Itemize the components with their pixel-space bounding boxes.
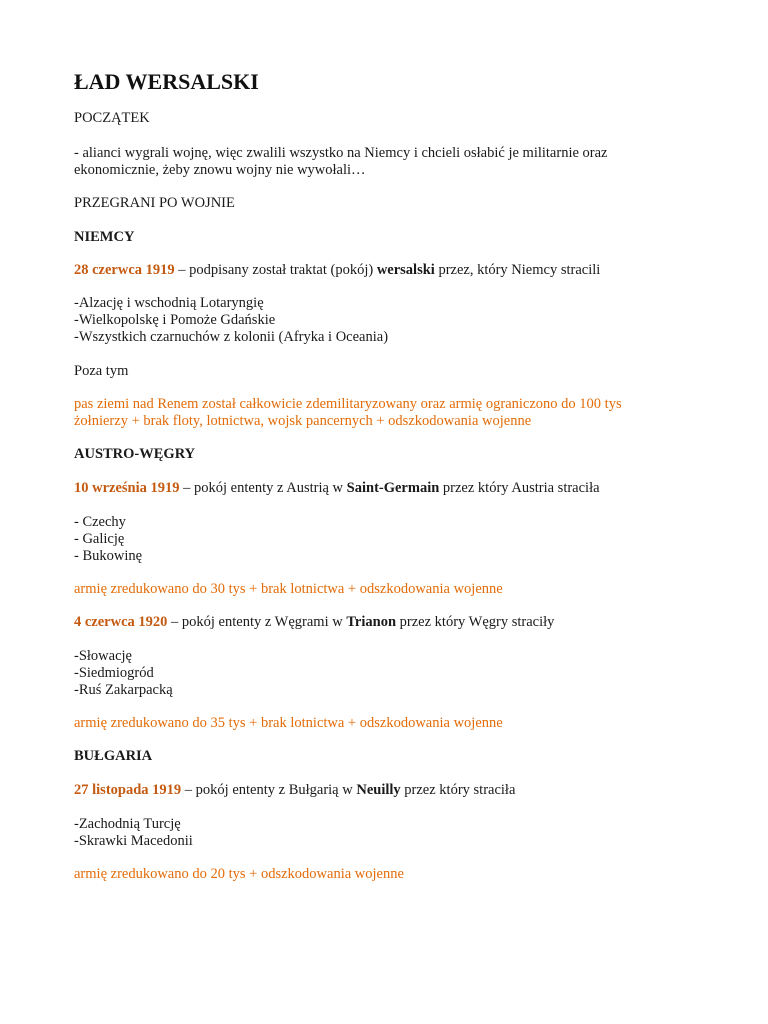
treaty-line-bulgaria: [74, 782, 515, 799]
list-item: -Wszystkich czarnuchów z kolonii (Afryka i Oceania): [74, 329, 389, 345]
treaty-line-niemcy: [74, 262, 600, 279]
losers-heading: PRZEGRANI PO WOJNIE: [74, 195, 235, 211]
treaty-text: – pokój ententy z Austrią w: [179, 480, 347, 496]
list-item: - Bukowinę: [74, 548, 143, 564]
treaty-date: 10 września 1919: [74, 480, 180, 496]
list-item: -Siedmiogród: [74, 665, 154, 681]
list-item: -Ruś Zakarpacką: [74, 682, 173, 698]
section-heading-bulgaria: BUŁGARIA: [74, 748, 153, 764]
intro-text-line-2: ekonomicznie, żeby znowu wojny nie wywołali…: [74, 162, 366, 178]
treaty-line-austria: [74, 480, 600, 497]
treaty-name: wersalski: [376, 262, 435, 278]
treaty-text: przez który Austria straciła: [439, 480, 600, 496]
treaty-text: przez który Węgry straciły: [396, 614, 555, 630]
intro-heading: POCZĄTEK: [74, 110, 150, 126]
list-item: -Alzację i wschodnią Lotaryngię: [74, 295, 264, 311]
treaty-text: przez który straciła: [400, 782, 516, 798]
list-item: - Galicję: [74, 531, 125, 547]
treaty-date: 28 czerwca 1919: [74, 262, 175, 278]
treaty-text: – pokój ententy z Węgrami w: [167, 614, 347, 630]
document-title: ŁAD WERSALSKI: [74, 69, 259, 94]
list-item: -Skrawki Macedonii: [74, 833, 193, 849]
list-item: -Wielkopolskę i Pomoże Gdańskie: [74, 312, 276, 328]
list-item: -Słowację: [74, 648, 132, 664]
consequences-niemcy-line-2: żołnierzy + brak floty, lotnictwa, wojsk pancernych + odszkodowania wojenne: [74, 413, 532, 429]
intro-text-line-1: - alianci wygrali wojnę, więc zwalili wszystko na Niemcy i chcieli osłabić je militarnie oraz: [74, 145, 608, 161]
consequences-wegry: armię zredukowano do 35 tys + brak lotnictwa + odszkodowania wojenne: [74, 715, 503, 731]
list-item: - Czechy: [74, 514, 126, 530]
treaty-text: – podpisany został traktat (pokój): [174, 262, 377, 278]
treaty-name: Trianon: [346, 614, 397, 630]
consequences-niemcy-line-1: pas ziemi nad Renem został całkowicie zdemilitaryzowany oraz armię ograniczono do 100 tys: [74, 396, 622, 412]
treaty-name: Saint-Germain: [346, 480, 440, 496]
treaty-text: – pokój ententy z Bułgarią w: [181, 782, 357, 798]
extra-label: Poza tym: [74, 363, 129, 379]
treaty-text: przez, który Niemcy stracili: [434, 262, 601, 278]
treaty-date: 27 listopada 1919: [74, 782, 182, 798]
section-heading-niemcy: NIEMCY: [74, 229, 135, 245]
treaty-name: Neuilly: [356, 782, 401, 798]
consequences-bulgaria: armię zredukowano do 20 tys + odszkodowania wojenne: [74, 866, 404, 882]
section-heading-austro-wegry: AUSTRO-WĘGRY: [74, 446, 196, 462]
consequences-austria: armię zredukowano do 30 tys + brak lotnictwa + odszkodowania wojenne: [74, 581, 503, 597]
treaty-line-wegry: [74, 614, 554, 631]
treaty-date: 4 czerwca 1920: [74, 614, 168, 630]
list-item: -Zachodnią Turcję: [74, 816, 181, 832]
